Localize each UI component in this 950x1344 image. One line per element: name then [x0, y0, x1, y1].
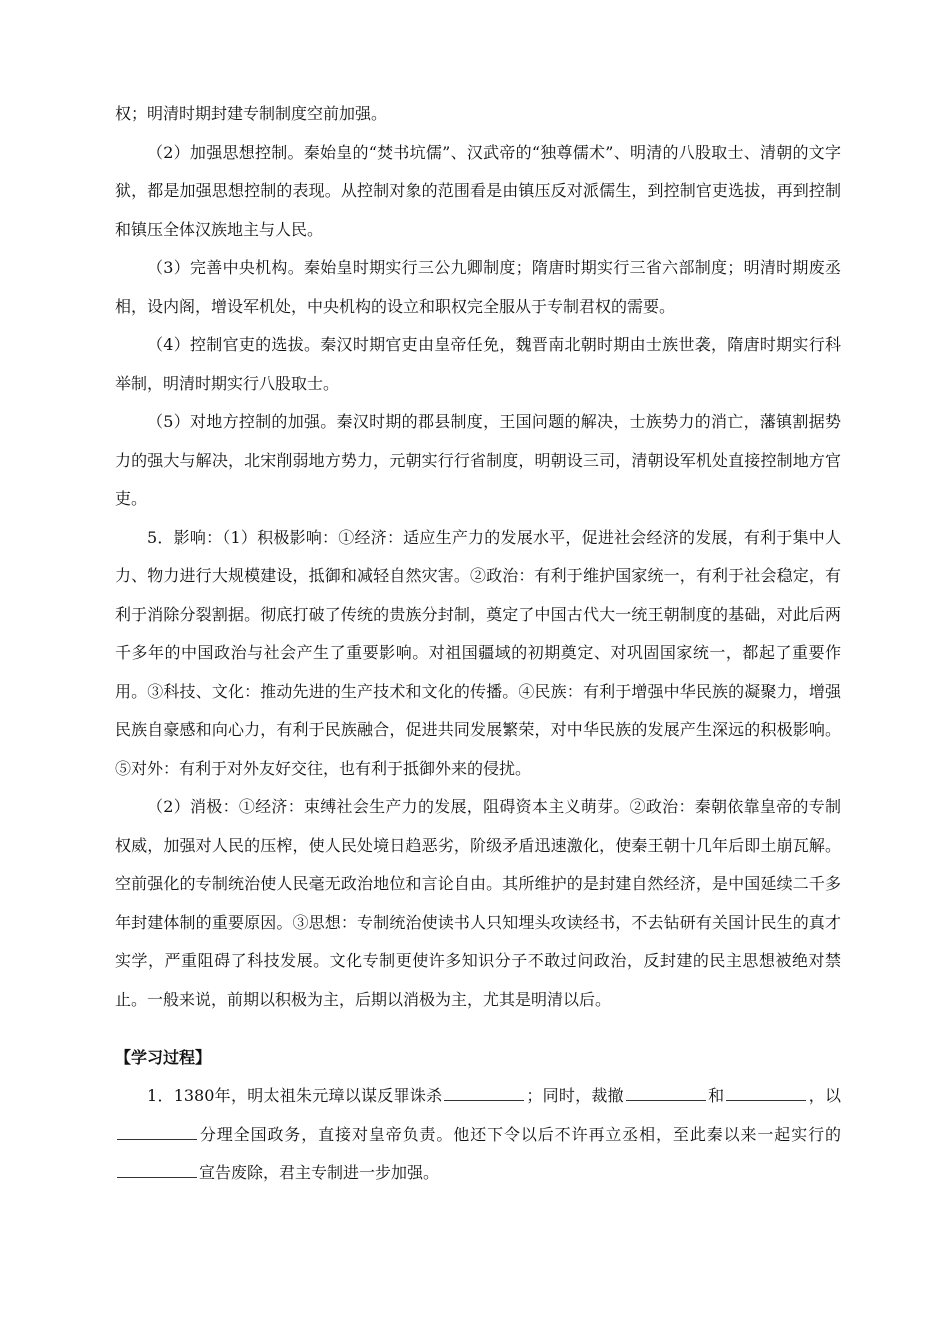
question-1-text-e: 分理全国政务，直接对皇帝负责。他还下令以后不许再立丞相，至此秦以来一起实行的 — [199, 1124, 841, 1144]
fill-blank-5[interactable] — [117, 1161, 197, 1178]
paragraph-continuation: 权；明清时期封建专制制度空前加强。 — [115, 104, 388, 123]
fill-blank-1[interactable] — [444, 1084, 524, 1101]
question-1-text-b: ；同时，裁撤 — [526, 1086, 624, 1105]
learning-process-heading: 【学习过程】 — [115, 1048, 212, 1067]
paragraph-negative-impact: （2）消极：①经济：束缚社会生产力的发展，阻碍资本主义萌芽。②政治：秦朝依靠皇帝的专制权威，加强对人民的压榨，使人民处境日趋恶劣，阶级矛盾迅速激化，使秦王朝十几年后即土崩瓦解。空前强化的专制统治使人民毫无政治地位和言论自由。其所维护的是封建自然经济，是中国延续二千多年封建体制的重要原因。③思想：专制统治使读书人只知埋头攻读经书，不去钻研有关国计民生的真才实学，严重阻碍了科技发展。文化专制更使许多知识分子不敢过问政治，反封建的民主思想被绝对禁止。一般来说，前期以积极为主，后期以消极为主，尤其是明清以后。 — [115, 797, 841, 1009]
fill-blank-4[interactable] — [117, 1123, 197, 1140]
question-1-text-d: ，以 — [808, 1086, 841, 1105]
fill-blank-3[interactable] — [726, 1084, 806, 1101]
paragraph-local-control: （5）对地方控制的加强。秦汉时期的郡县制度，王国问题的解决，士族势力的消亡，藩镇割据势力的强大与解决，北宋削弱地方势力，元朝实行行省制度，明朝设三司，清朝设军机处直接控制地方官吏。 — [115, 412, 841, 508]
section-spacer — [115, 1019, 841, 1039]
fill-blank-2[interactable] — [626, 1084, 706, 1101]
question-1-text-a: 1．1380年，明太祖朱元璋以谋反罪诛杀 — [147, 1086, 443, 1105]
question-1 — [115, 1077, 841, 1193]
document-body — [115, 95, 841, 1193]
paragraph-official-selection: （4）控制官吏的选拔。秦汉时期官吏由皇帝任免，魏晋南北朝时期由士族世袭，隋唐时期实行科举制，明清时期实行八股取士。 — [115, 335, 841, 393]
paragraph-central-institutions: （3）完善中央机构。秦始皇时期实行三公九卿制度；隋唐时期实行三省六部制度；明清时期废丞相，设内阁，增设军机处，中央机构的设立和职权完全服从于专制君权的需要。 — [115, 258, 841, 316]
paragraph-positive-impact: 5．影响：（1）积极影响：①经济：适应生产力的发展水平，促进社会经济的发展，有利于集中人力、物力进行大规模建设，抵御和减轻自然灾害。②政治：有利于维护国家统一，有利于社会稳定，有利于消除分裂割据。彻底打破了传统的贵族分封制，奠定了中国古代大一统王朝制度的基础，对此后两千多年的中国政治与社会产生了重要影响。对祖国疆域的初期奠定、对巩固国家统一，都起了重要作用。③科技、文化：推动先进的生产技术和文化的传播。④民族：有利于增强中华民族的凝聚力，增强民族自豪感和向心力，有利于民族融合，促进共同发展繁荣，对中华民族的发展产生深远的积极影响。⑤对外：有利于对外友好交往，也有利于抵御外来的侵扰。 — [115, 527, 841, 778]
question-1-text-f: 宣告废除，君主专制进一步加强。 — [199, 1163, 440, 1182]
paragraph-thought-control: （2）加强思想控制。秦始皇的“焚书坑儒”、汉武帝的“独尊儒术”、明清的八股取士、清朝的文字狱，都是加强思想控制的表现。从控制对象的范围看是由镇压反对派儒生，到控制官吏选拔，再到控制和镇压全体汉族地主与人民。 — [115, 142, 841, 239]
question-1-text-c: 和 — [707, 1086, 725, 1105]
